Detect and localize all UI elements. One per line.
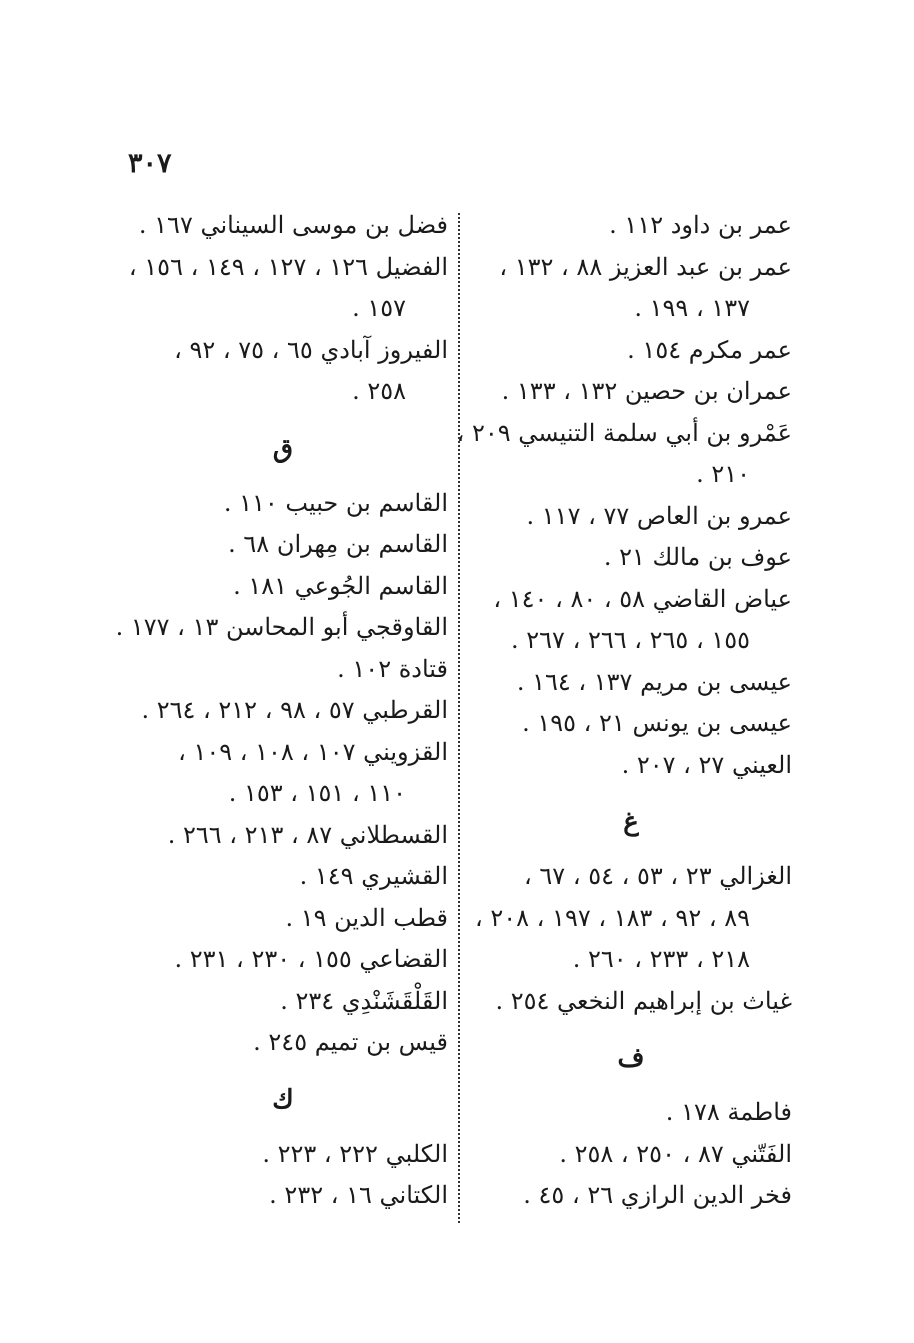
index-entry-line: القضاعي ١٥٥ ، ٢٣٠ ، ٢٣١ . bbox=[174, 945, 448, 973]
index-entry-continuation: ٢١٠ . bbox=[696, 460, 750, 488]
index-entry bbox=[470, 1134, 792, 1176]
index-entry bbox=[118, 1134, 448, 1176]
index-entry-line: الكتاني ١٦ ، ٢٣٢ . bbox=[269, 1181, 448, 1209]
index-entry-line: الكلبي ٢٢٢ ، ٢٢٣ . bbox=[262, 1139, 448, 1168]
index-entry-line: قيس بن تميم ٢٤٥ . bbox=[253, 1028, 448, 1056]
index-entry-line: القزويني ١٠٧ ، ١٠٨ ، ١٠٩ ، bbox=[178, 737, 448, 766]
index-entry bbox=[118, 732, 448, 815]
index-entry bbox=[118, 1175, 448, 1217]
index-entry-line: عمر مكرم ١٥٤ . bbox=[627, 335, 792, 364]
section-letter-heading: ف bbox=[617, 1043, 645, 1073]
index-entry bbox=[118, 898, 448, 940]
index-entry-line: القاسم بن حبيب ١١٠ . bbox=[223, 488, 448, 517]
index-entry-line: عياض القاضي ٥٨ ، ٨٠ ، ١٤٠ ، bbox=[493, 584, 792, 613]
index-entry-line: القَلْقَشَنْدِي ٢٣٤ . bbox=[280, 986, 448, 1015]
index-entry-line: القاسم الجُوعي ١٨١ . bbox=[233, 571, 448, 600]
index-entry bbox=[470, 247, 792, 330]
index-entry-line: العيني ٢٧ ، ٢٠٧ . bbox=[621, 750, 792, 779]
index-entry bbox=[118, 1022, 448, 1064]
index-entry-line: عمرو بن العاص ٧٧ ، ١١٧ . bbox=[526, 501, 792, 530]
index-entry bbox=[118, 483, 448, 525]
index-entry-line: القاسم بن مِهران ٦٨ . bbox=[228, 530, 448, 558]
index-entry-line: عمران بن حصين ١٣٢ ، ١٣٣ . bbox=[501, 377, 792, 405]
index-entry bbox=[470, 579, 792, 662]
index-entry bbox=[470, 496, 792, 538]
index-entry-line: القشيري ١٤٩ . bbox=[299, 862, 448, 890]
section-letter-heading: ق bbox=[272, 433, 294, 464]
index-entry-line: فخر الدين الرازي ٢٦ ، ٤٥ . bbox=[523, 1181, 792, 1209]
index-entry-line: فاطمة ١٧٨ . bbox=[665, 1098, 792, 1126]
index-entry bbox=[118, 247, 448, 330]
index-entry-line: غياث بن إبراهيم النخعي ٢٥٤ . bbox=[495, 986, 792, 1015]
index-entry bbox=[470, 856, 792, 981]
index-entry-line: عيسى بن مريم ١٣٧ ، ١٦٤ . bbox=[516, 667, 792, 696]
index-entry-line: عَمْرو بن أبي سلمة التنيسي ٢٠٩ ، bbox=[456, 418, 792, 447]
index-entry bbox=[470, 537, 792, 579]
index-entry-line: قطب الدين ١٩ . bbox=[285, 903, 448, 932]
index-entry-line: عمر بن عبد العزيز ٨٨ ، ١٣٢ ، bbox=[499, 252, 792, 281]
index-entry-continuation: ١٥٧ . bbox=[352, 294, 406, 322]
index-entry bbox=[118, 815, 448, 857]
index-entry-line: القسطلاني ٨٧ ، ٢١٣ ، ٢٦٦ . bbox=[167, 820, 448, 849]
index-entry-continuation: ٢١٨ ، ٢٣٣ ، ٢٦٠ . bbox=[572, 945, 750, 973]
index-entry bbox=[470, 1175, 792, 1217]
index-entry-continuation: ١٣٧ ، ١٩٩ . bbox=[634, 294, 750, 322]
index-entry bbox=[470, 703, 792, 745]
index-entry-continuation: ١١٠ ، ١٥١ ، ١٥٣ . bbox=[228, 779, 406, 807]
index-entry-line: قتادة ١٠٢ . bbox=[337, 654, 448, 683]
index-entry bbox=[470, 662, 792, 704]
index-entry bbox=[118, 330, 448, 413]
index-entry-line: الفضيل ١٢٦ ، ١٢٧ ، ١٤٩ ، ١٥٦ ، bbox=[128, 252, 448, 281]
index-entry bbox=[118, 981, 448, 1023]
index-entry-line: القاوقجي أبو المحاسن ١٣ ، ١٧٧ . bbox=[115, 613, 448, 641]
index-entry bbox=[470, 1092, 792, 1134]
index-entry-line: عمر بن داود ١١٢ . bbox=[609, 211, 792, 239]
index-entry bbox=[115, 607, 448, 649]
page-number: ٣٠٧ bbox=[128, 148, 172, 179]
index-entry-line: فضل بن موسى السيناني ١٦٧ . bbox=[138, 211, 448, 239]
index-entry bbox=[118, 690, 448, 732]
index-column-left bbox=[115, 205, 448, 1217]
index-entry-line: الفيروز آبادي ٦٥ ، ٧٥ ، ٩٢ ، bbox=[174, 335, 448, 364]
index-entry bbox=[118, 649, 448, 691]
index-entry bbox=[470, 371, 792, 413]
index-entry bbox=[456, 413, 792, 496]
index-entry bbox=[470, 205, 792, 247]
index-entry-continuation: ٢٥٨ . bbox=[352, 377, 406, 405]
index-entry-line: القرطبي ٥٧ ، ٩٨ ، ٢١٢ ، ٢٦٤ . bbox=[141, 696, 448, 724]
index-entry bbox=[470, 981, 792, 1023]
index-entry bbox=[470, 330, 792, 372]
index-entry bbox=[118, 856, 448, 898]
index-entry-line: الغزالي ٢٣ ، ٥٣ ، ٥٤ ، ٦٧ ، bbox=[524, 862, 792, 890]
index-entry bbox=[118, 205, 448, 247]
index-column-right bbox=[456, 205, 792, 1217]
index-entry-line: عوف بن مالك ٢١ . bbox=[603, 543, 792, 571]
index-entry-continuation: ٨٩ ، ٩٢ ، ١٨٣ ، ١٩٧ ، ٢٠٨ ، bbox=[474, 903, 750, 932]
column-divider bbox=[458, 213, 460, 1223]
index-entry bbox=[118, 524, 448, 566]
index-entry bbox=[118, 566, 448, 608]
section-letter-heading: ك bbox=[272, 1084, 294, 1115]
index-entry bbox=[118, 939, 448, 981]
section-letter-heading: غ bbox=[623, 807, 639, 837]
index-entry-line: الفَتّني ٨٧ ، ٢٥٠ ، ٢٥٨ . bbox=[559, 1139, 792, 1168]
index-entry-line: عيسى بن يونس ٢١ ، ١٩٥ . bbox=[522, 709, 792, 737]
index-entry bbox=[470, 745, 792, 787]
index-entry-continuation: ١٥٥ ، ٢٦٥ ، ٢٦٦ ، ٢٦٧ . bbox=[511, 626, 750, 654]
